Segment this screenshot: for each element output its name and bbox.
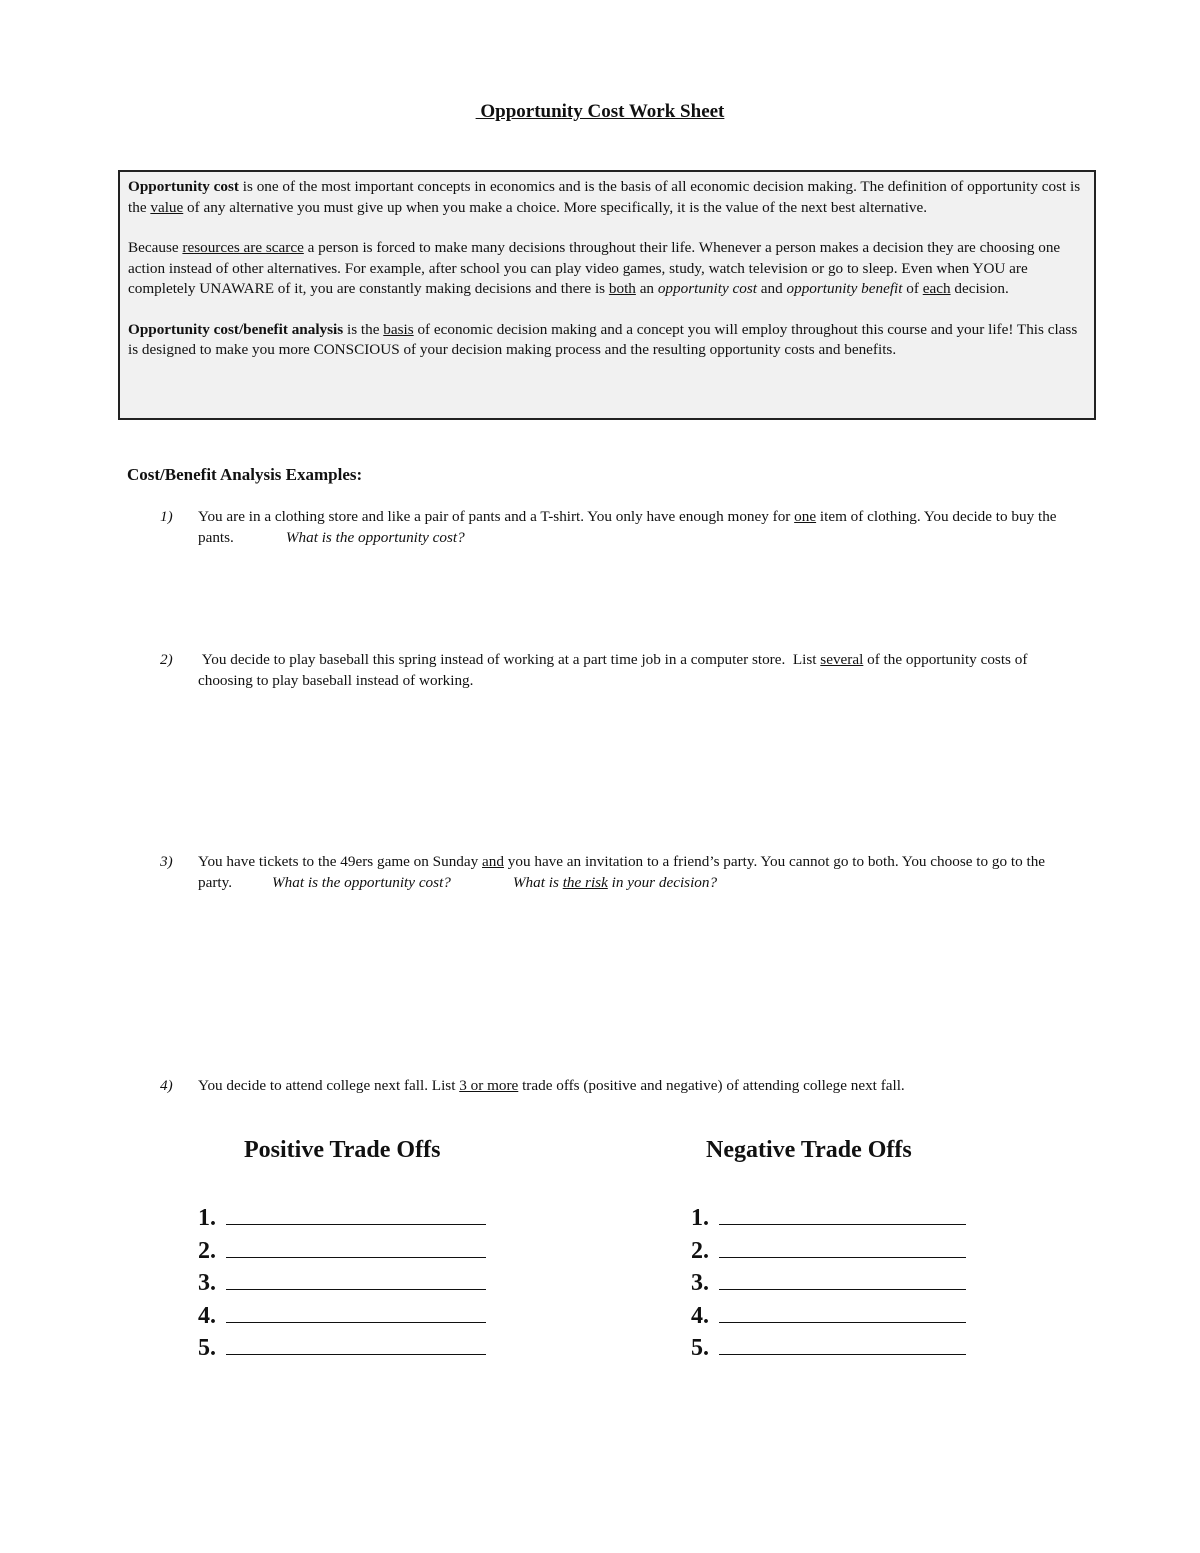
answer-blank[interactable] (719, 1267, 966, 1290)
question-4 (160, 1076, 1080, 1097)
list-item: 3. (691, 1267, 966, 1300)
list-item: 2. (691, 1235, 966, 1268)
negative-trade-offs-heading: Negative Trade Offs (706, 1137, 912, 1163)
list-item: 1. (198, 1202, 486, 1235)
answer-blank[interactable] (226, 1202, 486, 1225)
question-3 (160, 852, 1080, 893)
question-text: You have tickets to the 49ers game on Sunday and you have an invitation to a friend’s party. You cannot go to both. You choose to go to the party. What is the opportunity cost? What is the risk in your decision? (198, 853, 1046, 891)
question-number: 1) (160, 508, 173, 525)
answer-blank[interactable] (719, 1300, 966, 1323)
examples-heading: Cost/Benefit Analysis Examples: (127, 465, 363, 484)
list-item: 4. (198, 1300, 486, 1333)
question-number: 3) (160, 853, 173, 870)
positive-trade-offs-list (198, 1202, 486, 1365)
negative-trade-offs-list (691, 1202, 966, 1365)
question-number: 4) (160, 1077, 173, 1094)
list-item: 5. (198, 1332, 486, 1365)
answer-blank[interactable] (719, 1235, 966, 1258)
term-opportunity-cost: Opportunity cost (128, 178, 239, 195)
term-cost-benefit-analysis: Opportunity cost/benefit analysis (128, 320, 344, 338)
list-item: 4. (691, 1300, 966, 1333)
answer-blank[interactable] (719, 1202, 966, 1225)
page-title: Opportunity Cost Work Sheet (475, 101, 725, 122)
intro-box (118, 170, 1096, 420)
answer-blank[interactable] (719, 1332, 966, 1355)
intro-paragraph-2: Because resources are scarce a person is forced to make many decisions throughout their life. Whenever a person makes a decision they are choosing one action instead of other alternatives. For example, after school you can play video games, study, watch television or go to sleep. Even when YOU are completely UNAWARE of it, you are constantly making decisions and there is both an opportunity cost and opportunity benefit of each decision. (128, 239, 1061, 297)
question-text: You decide to attend college next fall. List 3 or more trade offs (positive and negative) of attending college next fall. (198, 1077, 905, 1094)
question-number: 2) (160, 651, 173, 668)
question-prompt: What is the opportunity cost? (272, 873, 451, 891)
answer-blank[interactable] (226, 1300, 486, 1323)
question-prompt-risk: What is the risk in your decision? (512, 873, 718, 891)
answer-blank[interactable] (226, 1235, 486, 1258)
list-item: 2. (198, 1235, 486, 1268)
question-prompt: What is the opportunity cost? (285, 528, 465, 546)
list-item: 1. (691, 1202, 966, 1235)
question-1 (160, 507, 1080, 548)
question-text: You are in a clothing store and like a pair of pants and a T-shirt. You only have enough money for one item of clothing. You decide to buy the pants. What is the opportunity cost? (198, 508, 1057, 546)
list-item: 3. (198, 1267, 486, 1300)
answer-blank[interactable] (226, 1332, 486, 1355)
positive-trade-offs-heading: Positive Trade Offs (244, 1137, 441, 1163)
answer-blank[interactable] (226, 1267, 486, 1290)
list-item: 5. (691, 1332, 966, 1365)
intro-paragraph-1: Opportunity cost is one of the most important concepts in economics and is the basis of all economic decision making. The definition of opportunity cost is the value of any alternative you must give up when you make a choice. More specifically, it is the value of the next best alternative. (128, 178, 1081, 216)
intro-paragraph-3: Opportunity cost/benefit analysis is the basis of economic decision making and a concept you will employ throughout this course and your life! This class is designed to make you more CONSCIOUS of your decision making process and the resulting opportunity costs and benefits. (128, 320, 1078, 358)
question-2 (160, 650, 1080, 691)
question-text: You decide to play baseball this spring instead of working at a part time job in a computer store. List several of the opportunity costs of choosing to play baseball instead of working. (198, 651, 1032, 689)
